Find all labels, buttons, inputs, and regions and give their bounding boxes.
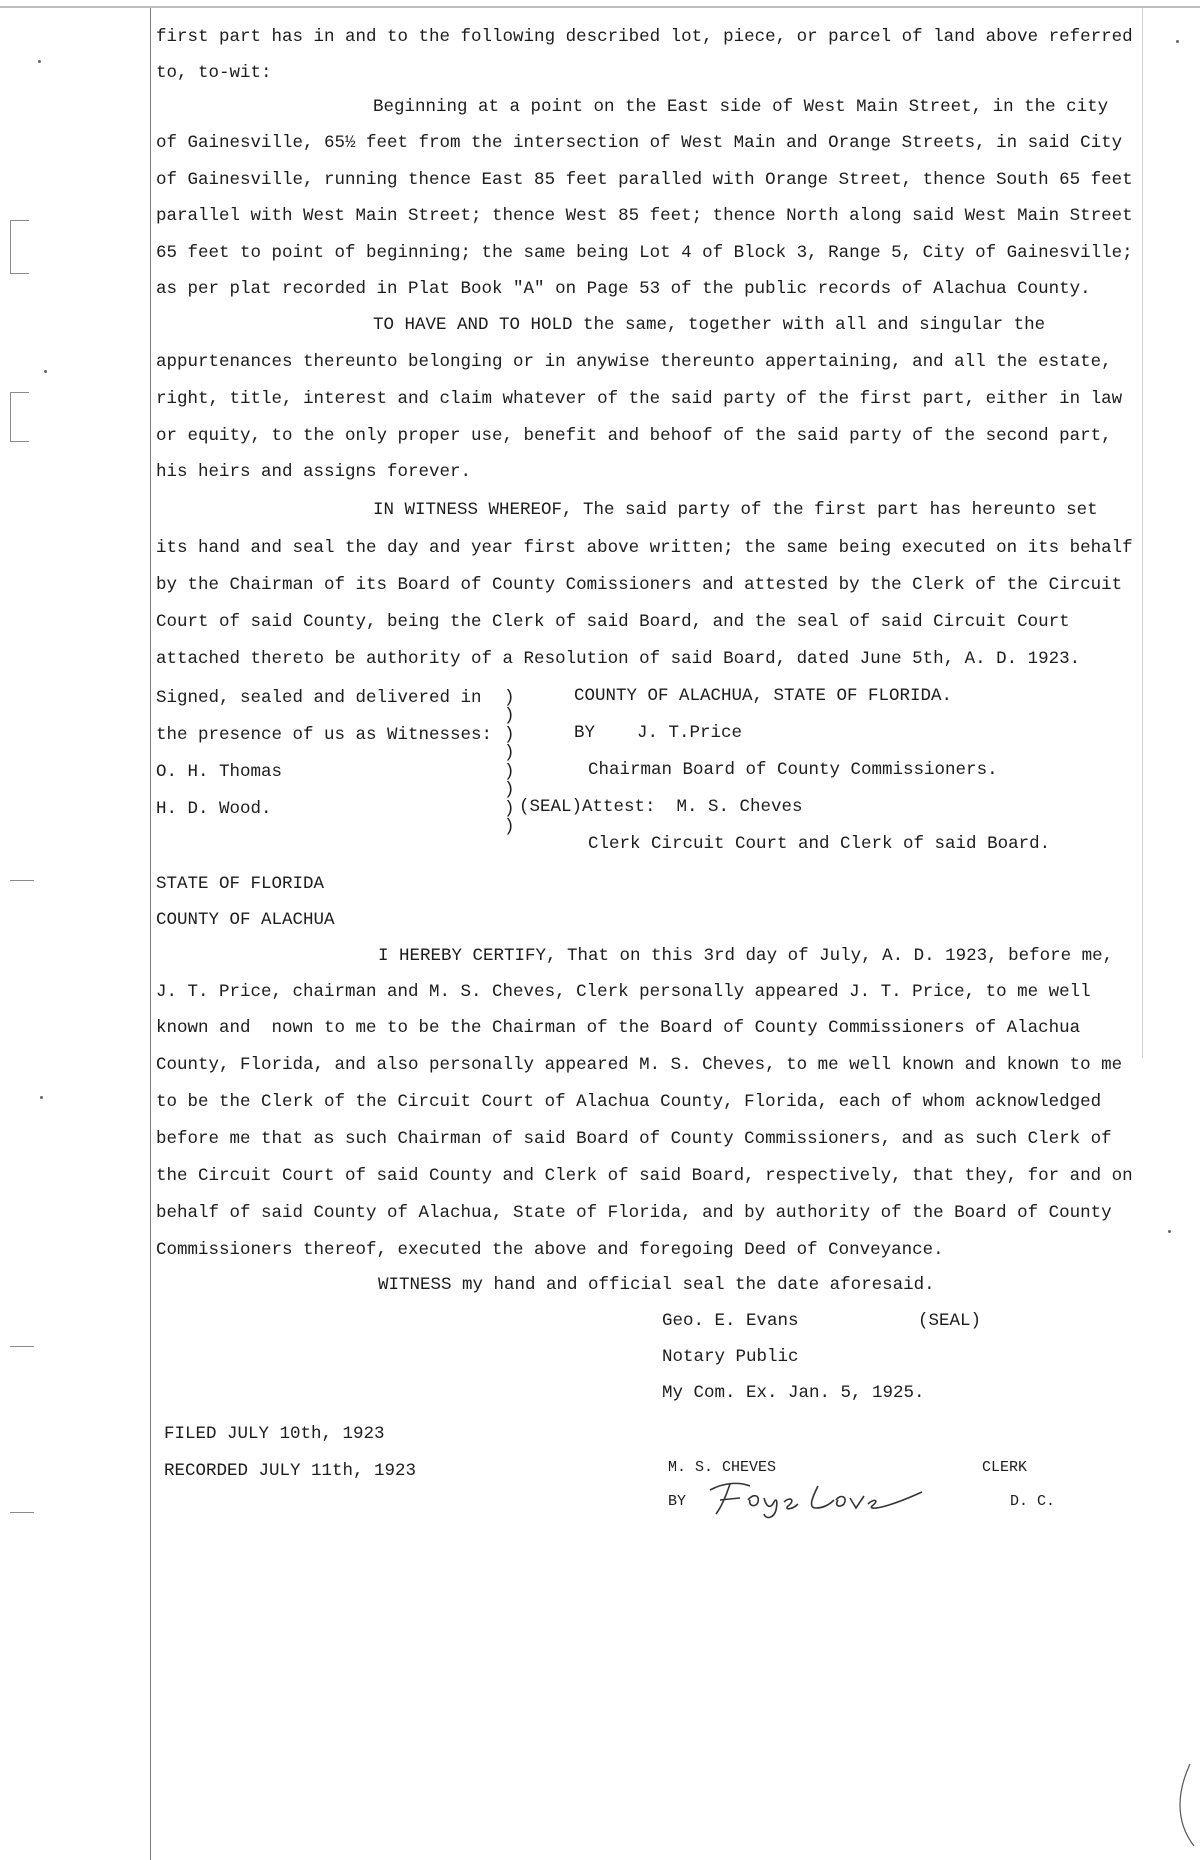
margin-speck xyxy=(40,1096,43,1099)
witness-line: Signed, sealed and delivered in xyxy=(156,688,482,708)
margin-tick xyxy=(10,1512,34,1513)
notary-line: I HEREBY CERTIFY, That on this 3rd day of July, A. D. 1923, before me, xyxy=(378,946,1114,966)
witness-line: the presence of us as Witnesses: xyxy=(156,725,493,745)
clerk-name: M. S. CHEVES xyxy=(668,1459,777,1476)
margin-speck xyxy=(38,60,41,63)
text-line: TO HAVE AND TO HOLD the same, together with all and singular the xyxy=(373,315,1046,335)
text-line: 65 feet to point of beginning; the same being Lot 4 of Block 3, Range 5, City of Gainesville; xyxy=(156,243,1133,263)
notary-line: behalf of said County of Alachua, State of Florida, and by authority of the Board of County xyxy=(156,1203,1112,1223)
text-line: of Gainesville, running thence East 85 feet paralled with Orange Street, thence South 65 feet xyxy=(156,170,1133,190)
corner-mark xyxy=(1160,1760,1196,1850)
paren-mark: ) xyxy=(504,725,515,745)
by-label: BY xyxy=(668,1493,687,1510)
witness-name: H. D. Wood. xyxy=(156,799,272,819)
signatory-line: BY J. T.Price xyxy=(574,723,743,743)
notary-county: COUNTY OF ALACHUA xyxy=(156,910,335,930)
notary-line: County, Florida, and also personally appeared M. S. Cheves, to me well known and known to me xyxy=(156,1055,1123,1075)
deputy-clerk-label: D. C. xyxy=(1010,1493,1056,1510)
text-line: IN WITNESS WHEREOF, The said party of the first part has hereunto set xyxy=(373,500,1098,520)
notary-signer: Geo. E. Evans xyxy=(662,1311,799,1331)
text-line: first part has in and to the following described lot, piece, or parcel of land above referred xyxy=(156,27,1133,47)
paren-mark: ) xyxy=(504,817,515,837)
paren-mark: ) xyxy=(504,762,515,782)
margin-bracket xyxy=(10,392,29,442)
notary-line: to be the Clerk of the Circuit Court of Alachua County, Florida, each of whom acknowledged xyxy=(156,1092,1102,1112)
text-line: Beginning at a point on the East side of West Main Street, in the city xyxy=(373,97,1109,117)
left-margin-rule xyxy=(150,8,151,1860)
paren-mark: ) xyxy=(504,799,515,819)
notary-state: STATE OF FLORIDA xyxy=(156,874,325,894)
notary-title: Notary Public xyxy=(662,1347,799,1367)
handwritten-signature xyxy=(700,1470,930,1520)
text-line: right, title, interest and claim whatever of the said party of the first part, either in law xyxy=(156,389,1123,409)
right-margin-rule xyxy=(1142,8,1143,1058)
witness-name: O. H. Thomas xyxy=(156,762,283,782)
paren-mark: ) xyxy=(504,706,515,726)
recorded-stamp: RECORDED JULY 11th, 1923 xyxy=(164,1461,417,1481)
text-line: to, to-wit: xyxy=(156,63,272,83)
signatory-line: COUNTY OF ALACHUA, STATE OF FLORIDA. xyxy=(574,686,953,706)
notary-line: WITNESS my hand and official seal the date aforesaid. xyxy=(378,1275,935,1295)
notary-line: J. T. Price, chairman and M. S. Cheves, Clerk personally appeared J. T. Price, to me well xyxy=(156,982,1091,1002)
filed-stamp: FILED JULY 10th, 1923 xyxy=(164,1424,385,1444)
margin-bracket xyxy=(10,220,29,274)
text-line: attached thereto be authority of a Resolution of said Board, dated June 5th, A. D. 1923. xyxy=(156,649,1081,669)
text-line: Court of said County, being the Clerk of said Board, and the seal of said Circuit Court xyxy=(156,612,1070,632)
text-line: as per plat recorded in Plat Book "A" on Page 53 of the public records of Alachua County. xyxy=(156,279,1091,299)
text-line: his heirs and assigns forever. xyxy=(156,462,472,482)
signatory-line: Clerk Circuit Court and Clerk of said Board. xyxy=(588,834,1051,854)
paren-mark: ) xyxy=(504,780,515,800)
text-line: parallel with West Main Street; thence West 85 feet; thence North along said West Main Street xyxy=(156,206,1133,226)
paren-mark: ) xyxy=(504,743,515,763)
notary-line: known and nown to me to be the Chairman of the Board of County Commissioners of Alachua xyxy=(156,1018,1081,1038)
text-line: by the Chairman of its Board of County Comissioners and attested by the Clerk of the Circuit xyxy=(156,575,1123,595)
notary-expiry: My Com. Ex. Jan. 5, 1925. xyxy=(662,1383,925,1403)
signatory-line: Chairman Board of County Commissioners. xyxy=(588,760,998,780)
text-line: appurtenances thereunto belonging or in anywise thereunto appertaining, and all the estate, xyxy=(156,352,1112,372)
margin-tick xyxy=(10,1346,34,1347)
text-line: or equity, to the only proper use, benefit and behoof of the said party of the second part, xyxy=(156,426,1112,446)
paren-mark: ) xyxy=(504,688,515,708)
notary-seal: (SEAL) xyxy=(918,1311,982,1331)
text-line: its hand and seal the day and year first above written; the same being executed on its behalf xyxy=(156,538,1133,558)
margin-speck xyxy=(1176,40,1179,43)
margin-speck xyxy=(1168,1230,1171,1233)
text-line: of Gainesville, 65½ feet from the intersection of West Main and Orange Streets, in said City xyxy=(156,133,1123,153)
notary-line: before me that as such Chairman of said Board of County Commissioners, and as such Clerk of xyxy=(156,1129,1112,1149)
signatory-line: (SEAL)Attest: M. S. Cheves xyxy=(519,797,803,817)
notary-line: the Circuit Court of said County and Clerk of said Board, respectively, that they, for and on xyxy=(156,1166,1133,1186)
top-border xyxy=(0,6,1200,8)
notary-line: Commissioners thereof, executed the above and foregoing Deed of Conveyance. xyxy=(156,1240,944,1260)
margin-tick xyxy=(10,880,34,881)
margin-speck xyxy=(44,370,47,373)
clerk-title: CLERK xyxy=(982,1459,1028,1476)
